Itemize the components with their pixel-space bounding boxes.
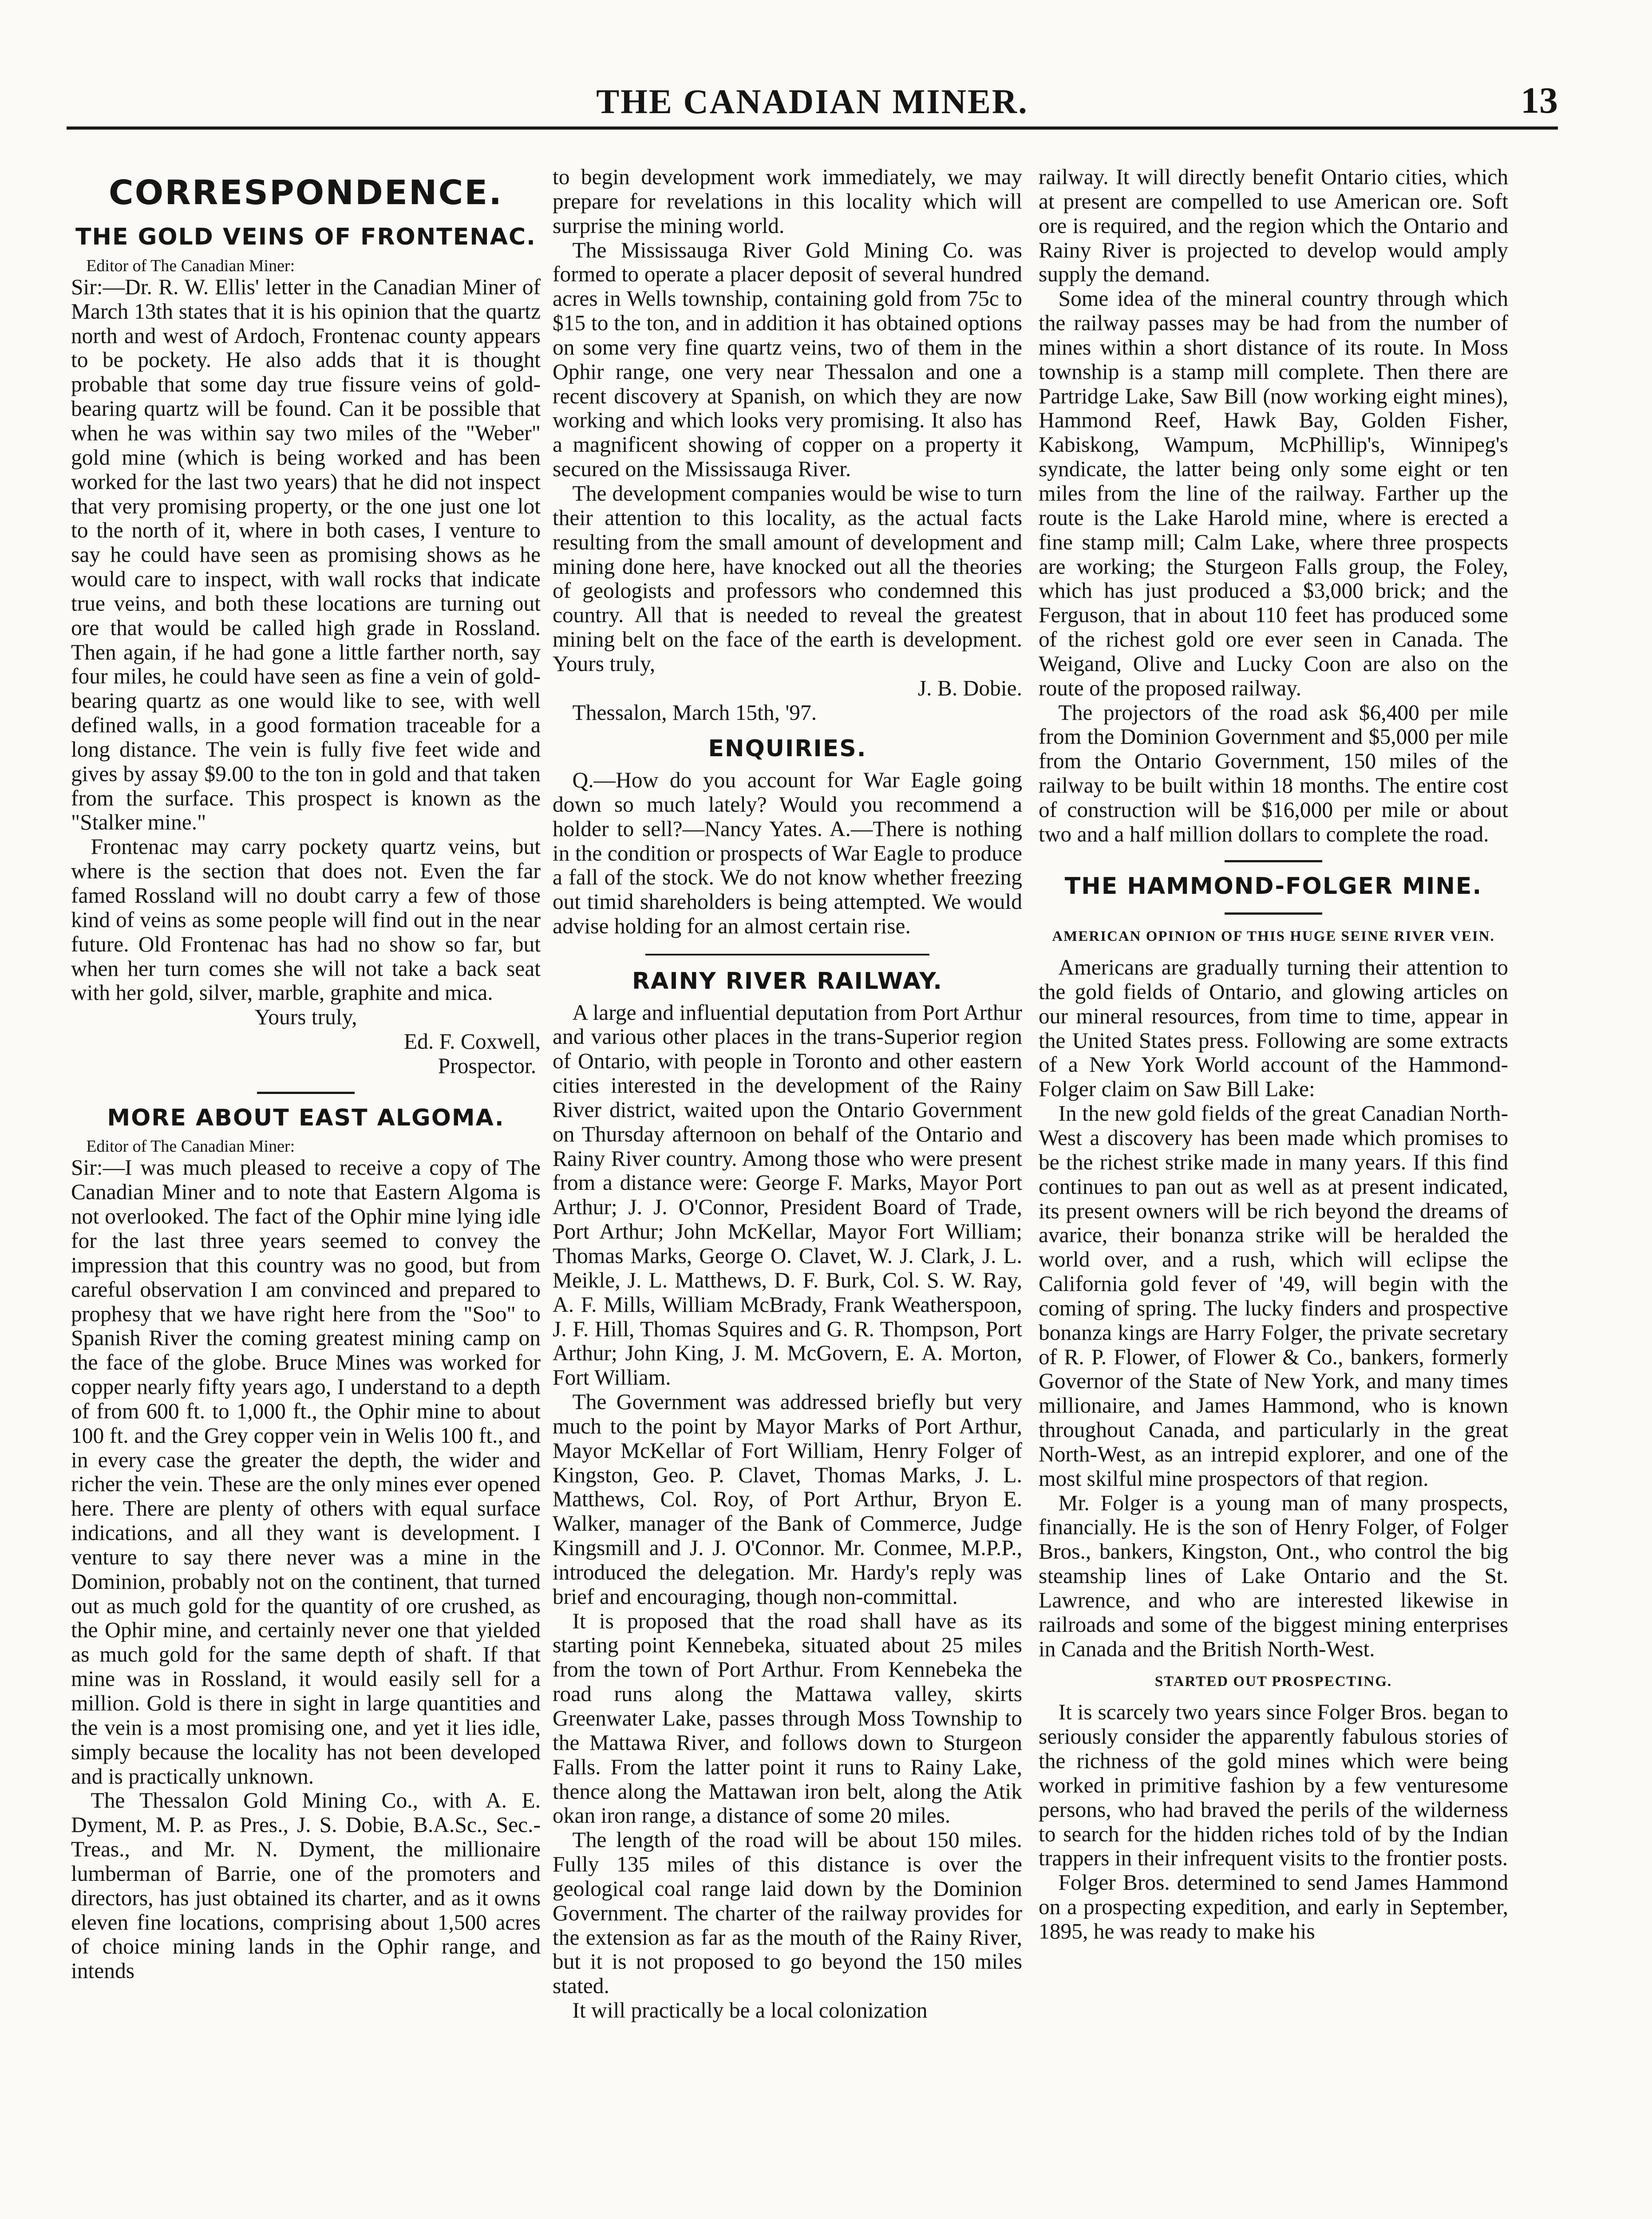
masthead: [67, 67, 1558, 122]
article-heading: THE HAMMOND-FOLGER MINE.: [1064, 873, 1482, 900]
signature-line: Ed. F. Coxwell,: [403, 1029, 541, 1054]
paragraph: It is proposed that the road shall have as its starting point Kennebeka, situated about 25 miles from the town of Port Arthur. From Kennebeka the road runs along the Mattawa valley, skirts Greenwater Lake, passes through Moss Township to the Mattawa River, and follows down to Sturgeon Falls. From the latter point it runs to Rainy Lake, thence along the Mattawan iron belt, along the Atik okan iron range, a distance of some 20 miles.: [553, 1608, 1022, 1828]
paragraph: The development companies would be wise to turn their attention to this locality, as the actual facts resulting from the small amount of development and mining done here, have knocked out all the theories of geologists and professors who condemned this country. All that is needed to reveal the greatest mining belt on the face of the earth is development. Yours truly,: [553, 481, 1022, 676]
paragraph: The Government was addressed briefly but very much to the point by Mayor Marks of Port Arthur, Mayor McKellar of Fort William, Henry Folger of Kingston, Geo. P. Clavet, Thomas Marks, J. L. Matthews, Col. Roy, of Port Arthur, Bryon E. Walker, manager of the Bank of Commerce, Judge Kingsmill and J. J. O'Connor. Mr. Conmee, M.P.P., introduced the delegation. Mr. Hardy's reply was brief and encouraging, though non-committal.: [553, 1390, 1022, 1609]
article-heading: MORE ABOUT EAST ALGOMA.: [107, 1104, 505, 1131]
section-title: CORRESPONDENCE.: [108, 173, 503, 212]
paragraph: The Mississauga River Gold Mining Co. was formed to operate a placer deposit of several hundred acres in Wells township, containing gold from 75c to $15 to the ton, and in addition it has obtained options on some very fine quartz veins, two of them in the Ophir range, one very near Thessalon and one a recent discovery at Spanish, on which they are now working and which looks very promising. It also has a magnificent showing of copper on a property it secured on the Mississauga River.: [553, 237, 1022, 482]
divider-rule: [645, 954, 929, 956]
column-1: [71, 165, 541, 2219]
editor-salutation: Editor of The Canadian Miner:: [86, 1137, 295, 1156]
column-3: [1039, 165, 1508, 2219]
paragraph: The length of the road will be about 150 miles. Fully 135 miles of this distance is over the geological coal range laid down by the Dominion Government. The charter of the railway provides for the extension as far as the mouth of the Rainy River, but it is not proposed to go beyond the 150 miles stated.: [553, 1828, 1022, 1998]
paragraph: A large and influential deputation from Port Arthur and various other places in the trans-Superior region of Ontario, with people in Toronto and other eastern cities interested in the development of the Rainy River district, waited upon the Ontario Government on Thursday afternoon on behalf of the Ontario and Rainy River country. Among those who were present from a distance were: George F. Marks, Mayor Port Arthur; J. J. O'Connor, President Board of Trade, Port Arthur; John McKellar, Mayor Fort William; Thomas Marks, George O. Clavet, W. J. Clark, J. L. Meikle, J. L. Matthews, D. F. Burk, Col. S. W. Ray, A. F. Mills, William McBrady, Frank Weatherspoon, J. F. Hill, Thomas Squires and G. R. Thompson, Port Arthur; John King, J. M. McGovern, E. A. Morton, Fort William.: [553, 1000, 1022, 1390]
column-2: [553, 165, 1022, 2219]
divider-rule: [1225, 912, 1322, 915]
paragraph: It will practically be a local colonization: [572, 1998, 928, 2023]
page-number: 13: [1521, 80, 1558, 121]
paragraph: to begin development work immediately, we may prepare for revelations in this locality which will surprise the mining world.: [553, 165, 1022, 238]
article-heading: THE GOLD VEINS OF FRONTENAC.: [75, 224, 536, 251]
paragraph: The Thessalon Gold Mining Co., with A. E. Dyment, M. P. as Pres., J. S. Dobie, B.A.Sc., Sec.-Treas., and Mr. N. Dyment, the millionaire lumberman of Barrie, one of the promoters and directors, has just obtained its charter, and as it owns eleven fine locations, comprising about 1,500 acres of choice mining lands in the Ophir range, and intends: [71, 1788, 541, 1983]
divider-rule: [257, 1092, 355, 1094]
paragraph: Sir:—Dr. R. W. Ellis' letter in the Canadian Miner of March 13th states that it is his opinion that the quartz north and west of Ardoch, Frontenac county appears to be pockety. He also adds that it is thought probable that some day true fissure veins of gold-bearing quartz will be found. Can it be possible that when he was within say two miles of the "Weber" gold mine (which is being worked and has been worked for the last two years) that he did not inspect that very promising property, or the one just one lot to the north of it, where in both cases, I venture to say he could have seen as promising shows as he would care to inspect, with wall rocks that indicate true veins, and both these locations are turning out ore that would be called high grade in Rossland. Then again, if he had gone a little farther north, say four miles, he could have seen as fine a vein of gold-bearing quartz as one would like to see, with well defined walls, in a good formation traceable for a long distance. The vein is fully five feet wide and gives by assay $9.00 to the ton in gold and that taken from the surface. This prospect is known as the "Stalker mine.": [71, 274, 541, 835]
paragraph: railway. It will directly benefit Ontario cities, which at present are compelled to use American ore. Soft ore is required, and the region which the Ontario and Rainy River is projected to develop would amply supply the demand.: [1039, 165, 1508, 287]
article-heading: RAINY RIVER RAILWAY.: [632, 967, 943, 995]
editor-salutation: Editor of The Canadian Miner:: [86, 256, 295, 275]
paragraph: Mr. Folger is a young man of many prospects, financially. He is the son of Henry Folger, of Folger Bros., bankers, Kingston, Ont., who control the big steamship lines of Lake Ontario and the St. Lawrence, and who are interested likewise in railroads and some of the biggest mining enterprises in Canada and the British North-West.: [1039, 1490, 1508, 1661]
paragraph: Some idea of the mineral country through which the railway passes may be had from the number of mines within a short distance of its route. In Moss township is a stamp mill complete. Then there are Partridge Lake, Saw Bill (now working eight mines), Hammond Reef, Hawk Bay, Golden Fisher, Kabiskong, Wampum, McPhillip's, Winnipeg's syndicate, the latter being only some eight or ten miles from the line of the railway. Farther up the route is the Lake Harold mine, where is erected a fine stamp mill; Calm Lake, where three prospects are working; the Sturgeon Falls group, the Foley, which has just produced a $3,000 brick; and the Ferguson, that in about 110 feet has produced some of the richest gold ore ever seen in Canada. The Weigand, Olive and Lucky Coon are also on the route of the proposed railway.: [1039, 286, 1508, 700]
signature-line: Prospector.: [438, 1053, 537, 1078]
publication-title: THE CANADIAN MINER.: [596, 82, 1028, 121]
paragraph: Folger Bros. determined to send James Hammond on a prospecting expedition, and early in September, 1895, he was ready to make his: [1039, 1870, 1508, 1943]
paragraph: In the new gold fields of the great Canadian North-West a discovery has been made which promises to be the richest strike made in many years. If this find continues to pan out as well as at present indicated, its present owners will be rich beyond the dreams of avarice, their bonanza strike will be heralded the world over, and a rush, which will eclipse the California gold fever of '49, will begin with the coming of spring. The lucky finders and prospective bonanza kings are Harry Folger, the private secretary of R. P. Flower, of Flower & Co., bankers, formerly Governor of the State of New York, and many times millionaire, and James Hammond, who is known throughout Canada, and particularly in the great North-West, as an intrepid explorer, and one of the most skilful mine prospectors of that region.: [1039, 1101, 1508, 1491]
article-subheading: AMERICAN OPINION OF THIS HUGE SEINE RIVER VEIN.: [1052, 928, 1495, 945]
article-heading: ENQUIRIES.: [708, 735, 867, 762]
divider-rule: [1225, 860, 1322, 862]
paragraph: It is scarcely two years since Folger Bros. began to seriously consider the apparently fabulous stories of the richness of the gold mines which were being worked in primitive fashion by a few venturesome persons, who had braved the perils of the wilderness to search for the hidden riches told of by the Indian trappers in their infrequent visits to the frontier posts.: [1039, 1700, 1508, 1871]
signature-line: Yours truly,: [254, 1005, 357, 1030]
header-rule: [67, 126, 1558, 130]
paragraph: Frontenac may carry pockety quartz veins, but where is the section that does not. Even the far famed Rossland will no doubt carry a few of those kind of veins as some people will find out in the near future. Old Frontenac has had no show so far, but when her turn comes she will not take a back seat with her gold, silver, marble, graphite and mica.: [71, 834, 541, 1005]
paragraph: Americans are gradually turning their attention to the gold fields of Ontario, and glowing articles on our mineral resources, from time to time, appear in the United States press. Following are some extracts of a New York World account of the Hammond-Folger claim on Saw Bill Lake:: [1039, 955, 1508, 1102]
paragraph: The projectors of the road ask $6,400 per mile from the Dominion Government and $5,000 per mile from the Ontario Government, 150 miles of the railway to be built within 18 months. The entire cost of construction will be $16,000 per mile or about two and a half million dollars to complete the road.: [1039, 700, 1508, 846]
paragraph: Q.—How do you account for War Eagle going down so much lately? Would you recommend a holder to sell?—Nancy Yates. A.—There is nothing in the condition or prospects of War Eagle to produce a fall of the stock. We do not know whether freezing out timid shareholders is being attempted. We would advise holding for an almost certain rise.: [553, 768, 1022, 939]
article-subheading: STARTED OUT PROSPECTING.: [1154, 1673, 1392, 1690]
paragraph: Sir:—I was much pleased to receive a copy of The Canadian Miner and to note that Eastern Algoma is not overlooked. The fact of the Ophir mine lying idle for the last three years seemed to convey the impression that this country was no good, but from careful observation I am convinced and prepared to prophesy that we have right here from the "Soo" to Spanish River the coming greatest mining camp on the face of the globe. Bruce Mines was worked for copper nearly fifty years ago, I understand to a depth of from 600 ft. to 1,000 ft., the Ophir mine to about 100 ft. and the Grey copper vein in Welis 100 ft., and in every case the greater the depth, the wider and richer the vein. These are the only mines ever opened here. There are plenty of others with equal surface indications, and all they want is development. I venture to say there never was a mine in the Dominion, probably not on the continent, that turned out as much gold for the quantity of ore crushed, as the Ophir mine, and certainly never one that yielded as much gold for the same depth of shaft. If that mine was in Rossland, it would easily sell for a million. Gold is there in sight in large quantities and the vein is a most promising one, and yet it lies idle, simply because the locality has not been developed and is practically unknown.: [71, 1155, 541, 1789]
paragraph: Thessalon, March 15th, '97.: [572, 700, 817, 725]
signature-line: J. B. Dobie.: [917, 675, 1022, 700]
